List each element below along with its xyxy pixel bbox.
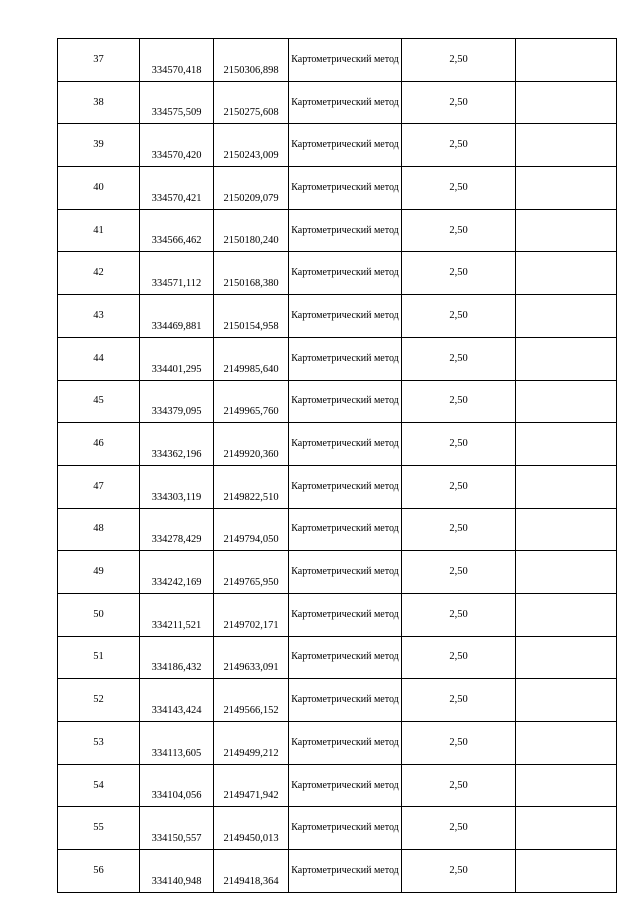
table-row — [58, 807, 617, 850]
coordinates-table — [57, 38, 617, 893]
x-coordinate-cell: 334113,605 — [140, 722, 214, 765]
y-coordinate-cell: 2150306,898 — [214, 39, 289, 82]
coordinates-table-body — [58, 39, 617, 893]
note-cell — [516, 807, 617, 850]
error-cell: 2,50 — [402, 252, 516, 295]
note-cell — [516, 295, 617, 338]
x-coordinate-cell: 334362,196 — [140, 423, 214, 466]
y-coordinate-cell: 2149822,510 — [214, 465, 289, 508]
y-coordinate-cell: 2149499,212 — [214, 722, 289, 765]
table-row — [58, 764, 617, 807]
method-cell: Картометрический метод — [289, 295, 402, 338]
method-cell: Картометрический метод — [289, 679, 402, 722]
method-cell: Картометрический метод — [289, 636, 402, 679]
y-coordinate-cell: 2150180,240 — [214, 209, 289, 252]
point-number-cell: 55 — [58, 807, 140, 850]
x-coordinate-cell: 334469,881 — [140, 295, 214, 338]
error-cell: 2,50 — [402, 636, 516, 679]
table-row — [58, 465, 617, 508]
note-cell — [516, 39, 617, 82]
y-coordinate-cell: 2149765,950 — [214, 551, 289, 594]
error-cell: 2,50 — [402, 380, 516, 423]
x-coordinate-cell: 334242,169 — [140, 551, 214, 594]
y-coordinate-cell: 2149702,171 — [214, 593, 289, 636]
point-number-cell: 48 — [58, 508, 140, 551]
error-cell: 2,50 — [402, 722, 516, 765]
point-number-cell: 46 — [58, 423, 140, 466]
note-cell — [516, 337, 617, 380]
note-cell — [516, 636, 617, 679]
table-row — [58, 636, 617, 679]
point-number-cell: 50 — [58, 593, 140, 636]
note-cell — [516, 764, 617, 807]
y-coordinate-cell: 2149965,760 — [214, 380, 289, 423]
x-coordinate-cell: 334566,462 — [140, 209, 214, 252]
note-cell — [516, 508, 617, 551]
note-cell — [516, 124, 617, 167]
point-number-cell: 37 — [58, 39, 140, 82]
x-coordinate-cell: 334571,112 — [140, 252, 214, 295]
error-cell: 2,50 — [402, 850, 516, 893]
error-cell: 2,50 — [402, 465, 516, 508]
y-coordinate-cell: 2150168,380 — [214, 252, 289, 295]
x-coordinate-cell: 334143,424 — [140, 679, 214, 722]
point-number-cell: 51 — [58, 636, 140, 679]
y-coordinate-cell: 2150154,958 — [214, 295, 289, 338]
point-number-cell: 47 — [58, 465, 140, 508]
table-row — [58, 508, 617, 551]
method-cell: Картометрический метод — [289, 167, 402, 210]
method-cell: Картометрический метод — [289, 124, 402, 167]
x-coordinate-cell: 334575,509 — [140, 81, 214, 124]
x-coordinate-cell: 334401,295 — [140, 337, 214, 380]
method-cell: Картометрический метод — [289, 337, 402, 380]
error-cell: 2,50 — [402, 337, 516, 380]
point-number-cell: 39 — [58, 124, 140, 167]
method-cell: Картометрический метод — [289, 722, 402, 765]
method-cell: Картометрический метод — [289, 551, 402, 594]
x-coordinate-cell: 334104,056 — [140, 764, 214, 807]
table-row — [58, 39, 617, 82]
table-row — [58, 551, 617, 594]
x-coordinate-cell: 334211,521 — [140, 593, 214, 636]
method-cell: Картометрический метод — [289, 81, 402, 124]
x-coordinate-cell: 334570,420 — [140, 124, 214, 167]
error-cell: 2,50 — [402, 508, 516, 551]
point-number-cell: 38 — [58, 81, 140, 124]
note-cell — [516, 850, 617, 893]
y-coordinate-cell: 2150209,079 — [214, 167, 289, 210]
method-cell: Картометрический метод — [289, 593, 402, 636]
y-coordinate-cell: 2150243,009 — [214, 124, 289, 167]
method-cell: Картометрический метод — [289, 850, 402, 893]
error-cell: 2,50 — [402, 167, 516, 210]
table-row — [58, 252, 617, 295]
point-number-cell: 43 — [58, 295, 140, 338]
table-row — [58, 423, 617, 466]
table-row — [58, 124, 617, 167]
table-row — [58, 850, 617, 893]
note-cell — [516, 593, 617, 636]
error-cell: 2,50 — [402, 209, 516, 252]
table-row — [58, 337, 617, 380]
x-coordinate-cell: 334278,429 — [140, 508, 214, 551]
y-coordinate-cell: 2150275,608 — [214, 81, 289, 124]
table-row — [58, 209, 617, 252]
x-coordinate-cell: 334379,095 — [140, 380, 214, 423]
point-number-cell: 52 — [58, 679, 140, 722]
error-cell: 2,50 — [402, 679, 516, 722]
error-cell: 2,50 — [402, 764, 516, 807]
table-row — [58, 380, 617, 423]
method-cell: Картометрический метод — [289, 252, 402, 295]
table-row — [58, 167, 617, 210]
note-cell — [516, 465, 617, 508]
x-coordinate-cell: 334150,557 — [140, 807, 214, 850]
note-cell — [516, 81, 617, 124]
point-number-cell: 45 — [58, 380, 140, 423]
error-cell: 2,50 — [402, 39, 516, 82]
error-cell: 2,50 — [402, 423, 516, 466]
table-row — [58, 722, 617, 765]
y-coordinate-cell: 2149450,013 — [214, 807, 289, 850]
point-number-cell: 53 — [58, 722, 140, 765]
y-coordinate-cell: 2149985,640 — [214, 337, 289, 380]
method-cell: Картометрический метод — [289, 465, 402, 508]
method-cell: Картометрический метод — [289, 423, 402, 466]
error-cell: 2,50 — [402, 551, 516, 594]
note-cell — [516, 551, 617, 594]
method-cell: Картометрический метод — [289, 508, 402, 551]
x-coordinate-cell: 334570,421 — [140, 167, 214, 210]
point-number-cell: 40 — [58, 167, 140, 210]
point-number-cell: 42 — [58, 252, 140, 295]
error-cell: 2,50 — [402, 807, 516, 850]
error-cell: 2,50 — [402, 295, 516, 338]
x-coordinate-cell: 334186,432 — [140, 636, 214, 679]
table-row — [58, 679, 617, 722]
point-number-cell: 41 — [58, 209, 140, 252]
x-coordinate-cell: 334303,119 — [140, 465, 214, 508]
error-cell: 2,50 — [402, 81, 516, 124]
y-coordinate-cell: 2149418,364 — [214, 850, 289, 893]
point-number-cell: 44 — [58, 337, 140, 380]
note-cell — [516, 252, 617, 295]
note-cell — [516, 209, 617, 252]
point-number-cell: 56 — [58, 850, 140, 893]
error-cell: 2,50 — [402, 124, 516, 167]
method-cell: Картометрический метод — [289, 807, 402, 850]
note-cell — [516, 722, 617, 765]
point-number-cell: 54 — [58, 764, 140, 807]
table-row — [58, 593, 617, 636]
note-cell — [516, 679, 617, 722]
y-coordinate-cell: 2149471,942 — [214, 764, 289, 807]
x-coordinate-cell: 334140,948 — [140, 850, 214, 893]
note-cell — [516, 380, 617, 423]
note-cell — [516, 423, 617, 466]
y-coordinate-cell: 2149566,152 — [214, 679, 289, 722]
method-cell: Картометрический метод — [289, 209, 402, 252]
method-cell: Картометрический метод — [289, 39, 402, 82]
error-cell: 2,50 — [402, 593, 516, 636]
y-coordinate-cell: 2149633,091 — [214, 636, 289, 679]
method-cell: Картометрический метод — [289, 380, 402, 423]
x-coordinate-cell: 334570,418 — [140, 39, 214, 82]
table-row — [58, 81, 617, 124]
note-cell — [516, 167, 617, 210]
point-number-cell: 49 — [58, 551, 140, 594]
y-coordinate-cell: 2149920,360 — [214, 423, 289, 466]
method-cell: Картометрический метод — [289, 764, 402, 807]
table-row — [58, 295, 617, 338]
y-coordinate-cell: 2149794,050 — [214, 508, 289, 551]
